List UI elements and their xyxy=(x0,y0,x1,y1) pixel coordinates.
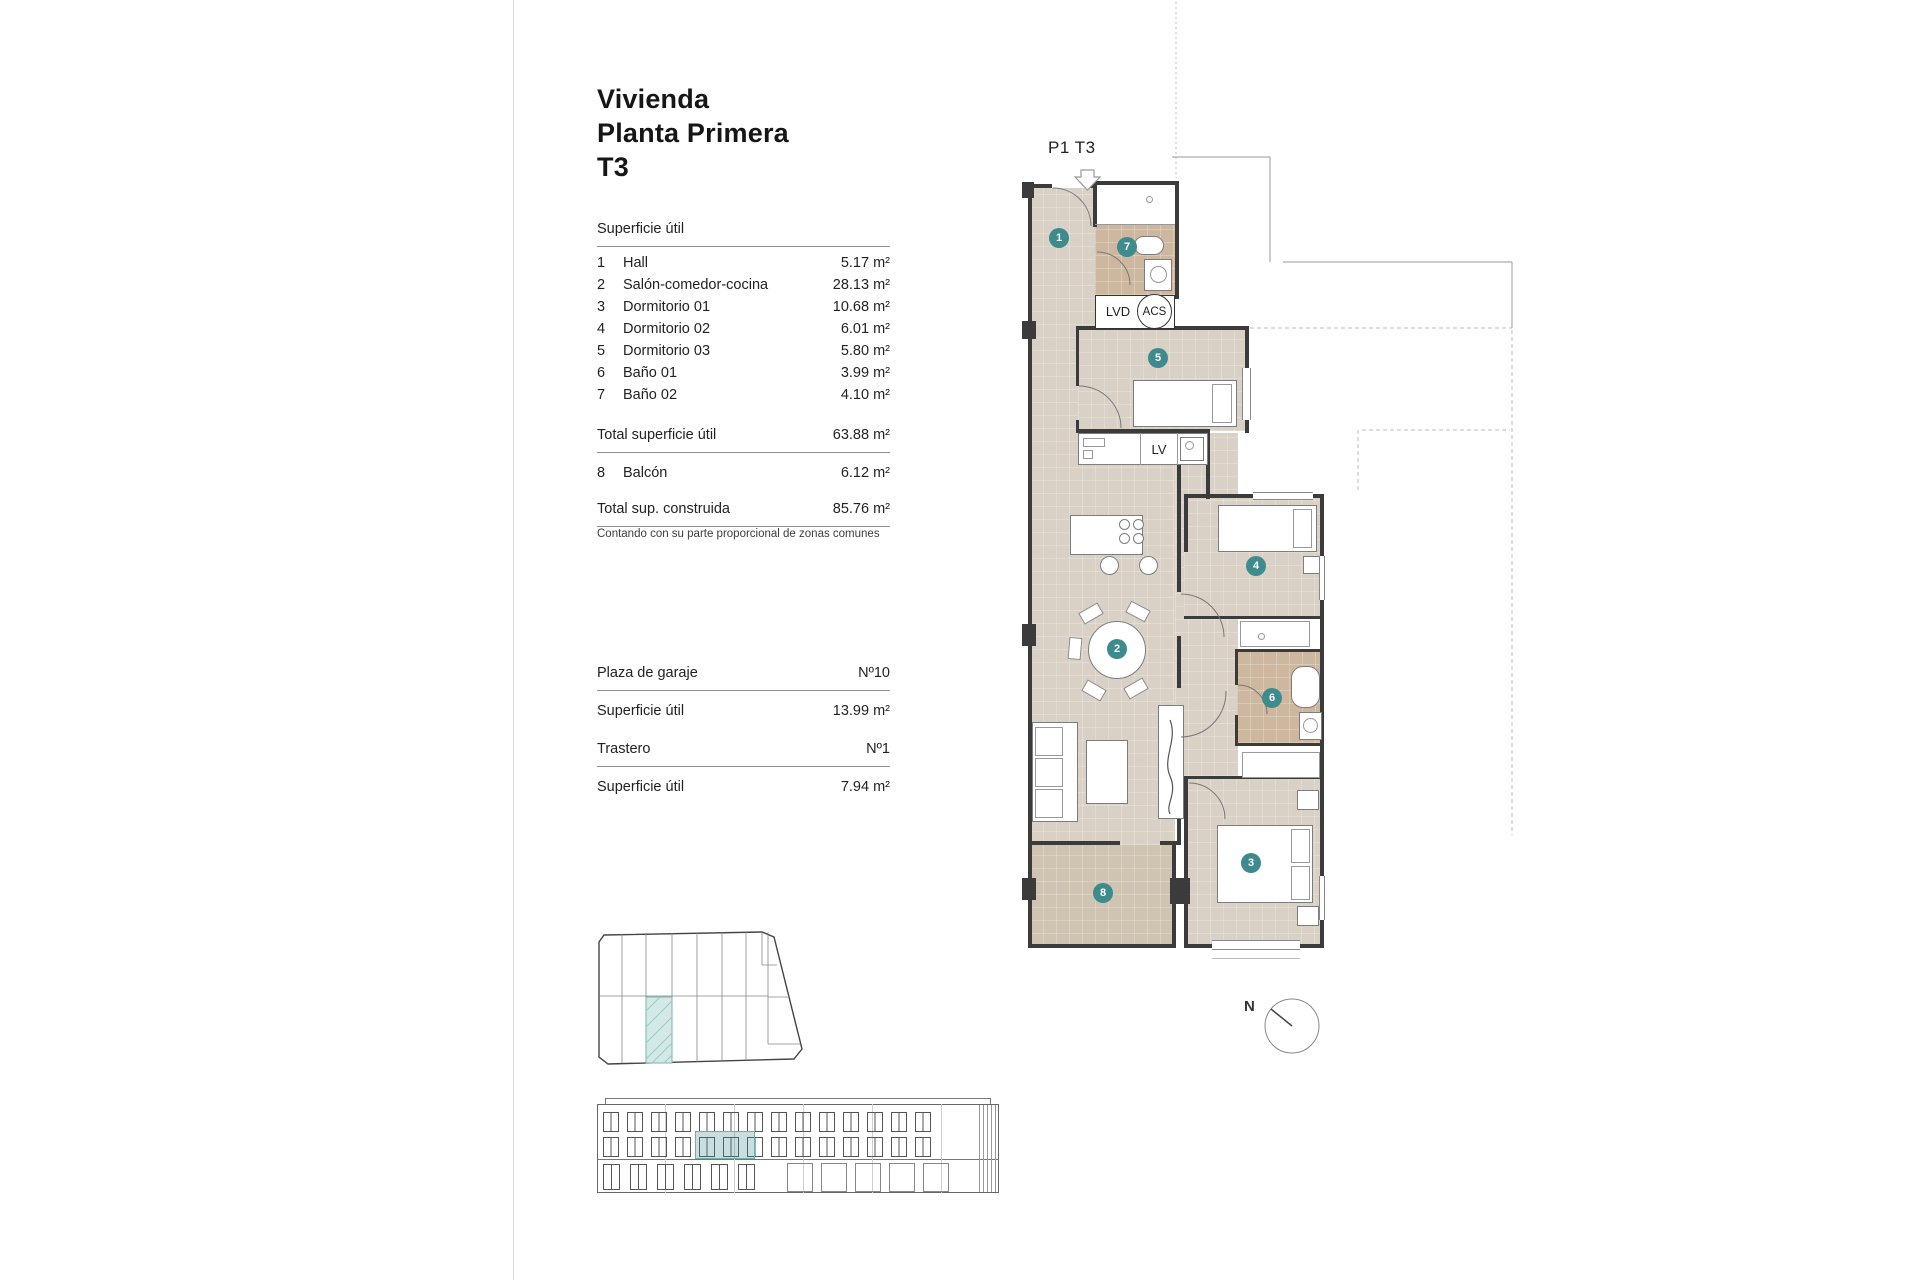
wall xyxy=(1235,743,1324,746)
constructed-surface-row xyxy=(597,498,890,527)
storage-area-row xyxy=(597,776,890,798)
row-value: 5.17 m² xyxy=(840,255,890,271)
wall xyxy=(1095,224,1175,225)
wall xyxy=(1235,649,1238,685)
window xyxy=(699,1112,715,1132)
row-label: Hall xyxy=(623,255,648,271)
toilet xyxy=(1134,236,1164,255)
window xyxy=(915,1112,931,1132)
chair xyxy=(1068,637,1083,660)
stool xyxy=(1139,556,1158,575)
wardrobe xyxy=(1242,752,1320,778)
window xyxy=(1253,492,1313,500)
window xyxy=(657,1164,674,1190)
surface-table-header xyxy=(597,218,890,247)
row-label: Dormitorio 01 xyxy=(623,299,711,315)
washbasin-bowl xyxy=(1303,718,1318,733)
water-heater-label: ACS xyxy=(1137,294,1172,329)
table-row xyxy=(597,318,890,340)
pillar xyxy=(1022,321,1036,339)
pillow xyxy=(1212,384,1232,423)
row-label: Dormitorio 02 xyxy=(623,321,711,337)
window xyxy=(819,1112,835,1132)
washer-label: LVD xyxy=(1105,304,1131,319)
constructed-label: Total sup. construida xyxy=(597,501,730,517)
room-badge-salon: 2 xyxy=(1107,639,1127,659)
opening xyxy=(923,1163,949,1192)
window-row-ground xyxy=(603,1164,755,1190)
row-value: 6.01 m² xyxy=(840,321,890,337)
storage-area-value: 7.94 m² xyxy=(840,779,890,795)
row-value: 28.13 m² xyxy=(832,277,890,293)
wall xyxy=(1184,494,1188,552)
garage-area-value: 13.99 m² xyxy=(832,703,890,719)
title-line-3: T3 xyxy=(597,152,629,182)
window xyxy=(711,1164,728,1190)
row-value: 6.12 m² xyxy=(840,465,890,481)
garage-area-row xyxy=(597,700,890,722)
wall xyxy=(1093,181,1179,185)
row-num: 4 xyxy=(597,321,606,337)
pillar xyxy=(1170,878,1190,904)
wall xyxy=(1177,636,1181,688)
hob-burner xyxy=(1119,519,1130,530)
row-num: 5 xyxy=(597,343,606,359)
bathtub xyxy=(1291,666,1320,708)
window xyxy=(603,1137,619,1157)
window xyxy=(867,1112,883,1132)
row-num: 6 xyxy=(597,365,606,381)
surface-table-header-label: Superficie útil xyxy=(597,221,685,237)
window xyxy=(915,1137,931,1157)
window xyxy=(651,1137,667,1157)
nightstand xyxy=(1297,906,1319,926)
window xyxy=(867,1137,883,1157)
row-label: Balcón xyxy=(623,465,668,481)
kitchen-island xyxy=(1070,515,1143,555)
window xyxy=(675,1112,691,1132)
page-title xyxy=(597,82,890,184)
window xyxy=(630,1164,647,1190)
window xyxy=(771,1137,787,1157)
room-badge-dormitorio03: 5 xyxy=(1148,348,1168,368)
stool xyxy=(1100,556,1119,575)
window xyxy=(603,1112,619,1132)
room-badge-dormitorio02: 4 xyxy=(1246,556,1266,576)
key-plan-drawing xyxy=(590,925,830,1090)
page-left-border xyxy=(513,0,514,1280)
constructed-value: 85.76 m² xyxy=(832,501,890,517)
window xyxy=(1319,556,1325,600)
wall xyxy=(1093,181,1097,227)
opening xyxy=(821,1163,847,1192)
window xyxy=(627,1112,643,1132)
hob-burner xyxy=(1133,519,1144,530)
row-label: Baño 01 xyxy=(623,365,678,381)
compass-north-label: N xyxy=(1244,998,1255,1015)
wall xyxy=(1028,841,1120,845)
window xyxy=(738,1164,755,1190)
room-badge-bano01: 6 xyxy=(1262,688,1282,708)
hob-burner xyxy=(1133,533,1144,544)
sofa-cushion xyxy=(1035,727,1063,756)
sofa-cushion xyxy=(1035,758,1063,787)
wardrobe xyxy=(1240,621,1310,647)
window xyxy=(651,1112,667,1132)
table-row xyxy=(597,340,890,362)
row-value: 5.80 m² xyxy=(840,343,890,359)
opening xyxy=(855,1163,881,1192)
tv-unit xyxy=(1158,705,1184,819)
floor-plan xyxy=(1020,0,1520,1070)
window xyxy=(723,1112,739,1132)
coffee-table xyxy=(1086,740,1128,804)
appliance-glyph xyxy=(1083,438,1105,447)
laundry-box xyxy=(1095,295,1175,329)
drain-icon xyxy=(1258,633,1265,640)
row-label: Baño 02 xyxy=(623,387,678,403)
window xyxy=(1242,368,1251,420)
total-value: 63.88 m² xyxy=(832,427,890,443)
window-sill xyxy=(1212,958,1300,959)
row-num: 3 xyxy=(597,299,606,315)
elevation-unit-highlight xyxy=(695,1131,755,1159)
window xyxy=(684,1164,701,1190)
washbasin-bowl xyxy=(1150,266,1167,283)
window xyxy=(843,1137,859,1157)
table-row xyxy=(597,274,890,296)
bath2-utility-area xyxy=(1095,185,1175,225)
table-row xyxy=(597,252,890,274)
row-num: 2 xyxy=(597,277,606,293)
storage-label: Trastero xyxy=(597,741,651,757)
pillar xyxy=(1022,182,1034,198)
total-label: Total superficie útil xyxy=(597,427,717,443)
window xyxy=(843,1112,859,1132)
row-label: Dormitorio 03 xyxy=(623,343,711,359)
garage-number: Nº10 xyxy=(858,665,890,681)
pillow xyxy=(1291,829,1310,863)
storage-area-label: Superficie útil xyxy=(597,779,685,795)
window xyxy=(603,1164,620,1190)
drain-icon xyxy=(1146,196,1153,203)
sofa-cushion xyxy=(1035,789,1063,818)
stairwell-stripes xyxy=(979,1105,998,1192)
window xyxy=(1319,876,1325,920)
row-value: 10.68 m² xyxy=(832,299,890,315)
ground-openings xyxy=(787,1163,949,1192)
window xyxy=(795,1137,811,1157)
nightstand xyxy=(1297,790,1319,810)
hob-burner xyxy=(1119,533,1130,544)
window-row-middle xyxy=(603,1137,931,1157)
total-surface-row xyxy=(597,424,890,453)
window-row-top xyxy=(603,1112,931,1132)
room-badge-hall: 1 xyxy=(1049,228,1069,248)
pillow xyxy=(1293,509,1312,548)
title-line-1: Vivienda xyxy=(597,84,710,114)
pillar xyxy=(1022,624,1036,646)
unit-label: P1 T3 xyxy=(1048,138,1096,157)
row-value: 3.99 m² xyxy=(840,365,890,381)
opening xyxy=(787,1163,813,1192)
compass-icon xyxy=(1265,999,1319,1053)
wall xyxy=(1184,776,1188,947)
wall xyxy=(1235,715,1238,746)
storage-number: Nº1 xyxy=(866,741,890,757)
window xyxy=(627,1137,643,1157)
window xyxy=(675,1137,691,1157)
row-label: Salón-comedor-cocina xyxy=(623,277,769,293)
room-badge-balcon: 8 xyxy=(1093,883,1113,903)
wall xyxy=(1028,944,1176,948)
parapet-line xyxy=(605,1098,991,1099)
table-row xyxy=(597,296,890,318)
appliance-glyph xyxy=(1083,450,1093,459)
row-num: 1 xyxy=(597,255,606,271)
window xyxy=(771,1112,787,1132)
row-num: 7 xyxy=(597,387,606,403)
row-value: 4.10 m² xyxy=(840,387,890,403)
storage-row xyxy=(597,738,890,767)
wall xyxy=(1235,649,1324,652)
room-badge-bano02: 7 xyxy=(1117,237,1137,257)
wall xyxy=(1076,326,1079,386)
wall xyxy=(1028,184,1032,947)
window xyxy=(891,1137,907,1157)
garage-row xyxy=(597,662,890,691)
adjacent-unit-light-walls xyxy=(1172,157,1512,328)
common-zones-note: Contando con su parte proporcional de zonas comunes xyxy=(597,528,880,540)
room-badge-dormitorio01: 3 xyxy=(1241,853,1261,873)
key-plan xyxy=(590,925,830,1090)
window xyxy=(795,1112,811,1132)
window xyxy=(747,1112,763,1132)
table-row xyxy=(597,384,890,406)
table-row xyxy=(597,362,890,384)
pillar xyxy=(1022,878,1036,900)
garage-label: Plaza de garaje xyxy=(597,665,698,681)
window xyxy=(1212,940,1300,950)
title-line-2: Planta Primera xyxy=(597,118,789,148)
opening xyxy=(889,1163,915,1192)
building-elevation xyxy=(595,1090,1025,1225)
wall xyxy=(1175,181,1179,299)
window xyxy=(891,1112,907,1132)
sink-drain xyxy=(1185,441,1194,450)
wall xyxy=(1184,616,1324,619)
balcony-row xyxy=(597,462,890,484)
garage-area-label: Superficie útil xyxy=(597,703,685,719)
row-num: 8 xyxy=(597,465,606,481)
window xyxy=(819,1137,835,1157)
dishwasher-label: LV xyxy=(1140,433,1178,465)
info-panel xyxy=(597,82,890,912)
pillow xyxy=(1291,866,1310,900)
